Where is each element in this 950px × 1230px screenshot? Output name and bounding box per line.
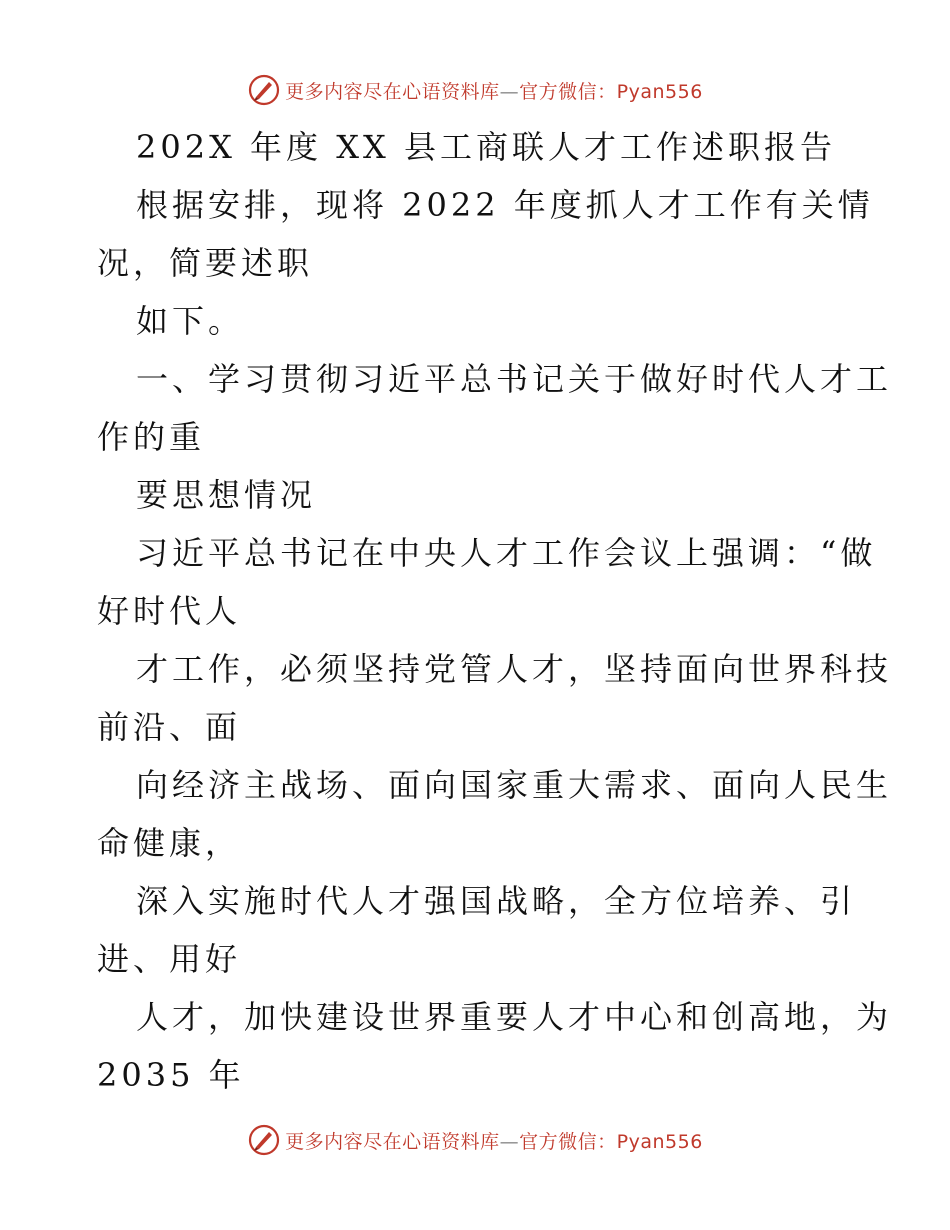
document-line: 要思想情况 (136, 476, 317, 514)
document-line: 习近平总书记在中央人才工作会议上强调：“做 (136, 534, 877, 572)
document-line: 好时代人 (97, 592, 242, 630)
document-line: 命健康， (97, 824, 242, 862)
document-line: 才工作，必须坚持党管人才，坚持面向世界科技 (136, 650, 893, 688)
document-line: 一、学习贯彻习近平总书记关于做好时代人才工 (136, 360, 893, 398)
header-wechat-text: 官方微信：Pyan556 (519, 80, 703, 103)
document-line: 2035 年 (97, 1056, 245, 1094)
header-banner-text (285, 77, 703, 104)
header-separator: — (499, 80, 520, 103)
footer-separator: — (499, 1130, 520, 1153)
document-line: 如下。 (136, 302, 245, 340)
footer-site-text: 更多内容尽在心语资料库 (285, 1130, 500, 1153)
document-line: 人才，加快建设世界重要人才中心和创高地，为 (136, 998, 893, 1036)
document-line: 况，简要述职 (97, 244, 314, 282)
pen-logo-icon (247, 1123, 281, 1157)
pen-logo-icon (247, 73, 281, 107)
document-line: 根据安排，现将 2022 年度抓人才工作有关情 (136, 186, 874, 224)
footer-banner-text (285, 1127, 703, 1154)
document-line: 202X 年度 XX 县工商联人才工作述职报告 (136, 128, 836, 166)
header-site-text: 更多内容尽在心语资料库 (285, 80, 500, 103)
document-line: 前沿、面 (97, 708, 242, 746)
header-banner (0, 70, 950, 110)
document-line: 深入实施时代人才强国战略，全方位培养、引 (136, 882, 857, 920)
document-body (0, 118, 950, 1104)
footer-banner (0, 1120, 950, 1160)
document-line: 作的重 (97, 418, 206, 456)
document-line: 进、用好 (97, 940, 242, 978)
document-line: 向经济主战场、面向国家重大需求、面向人民生 (136, 766, 893, 804)
footer-wechat-text: 官方微信：Pyan556 (519, 1130, 703, 1153)
